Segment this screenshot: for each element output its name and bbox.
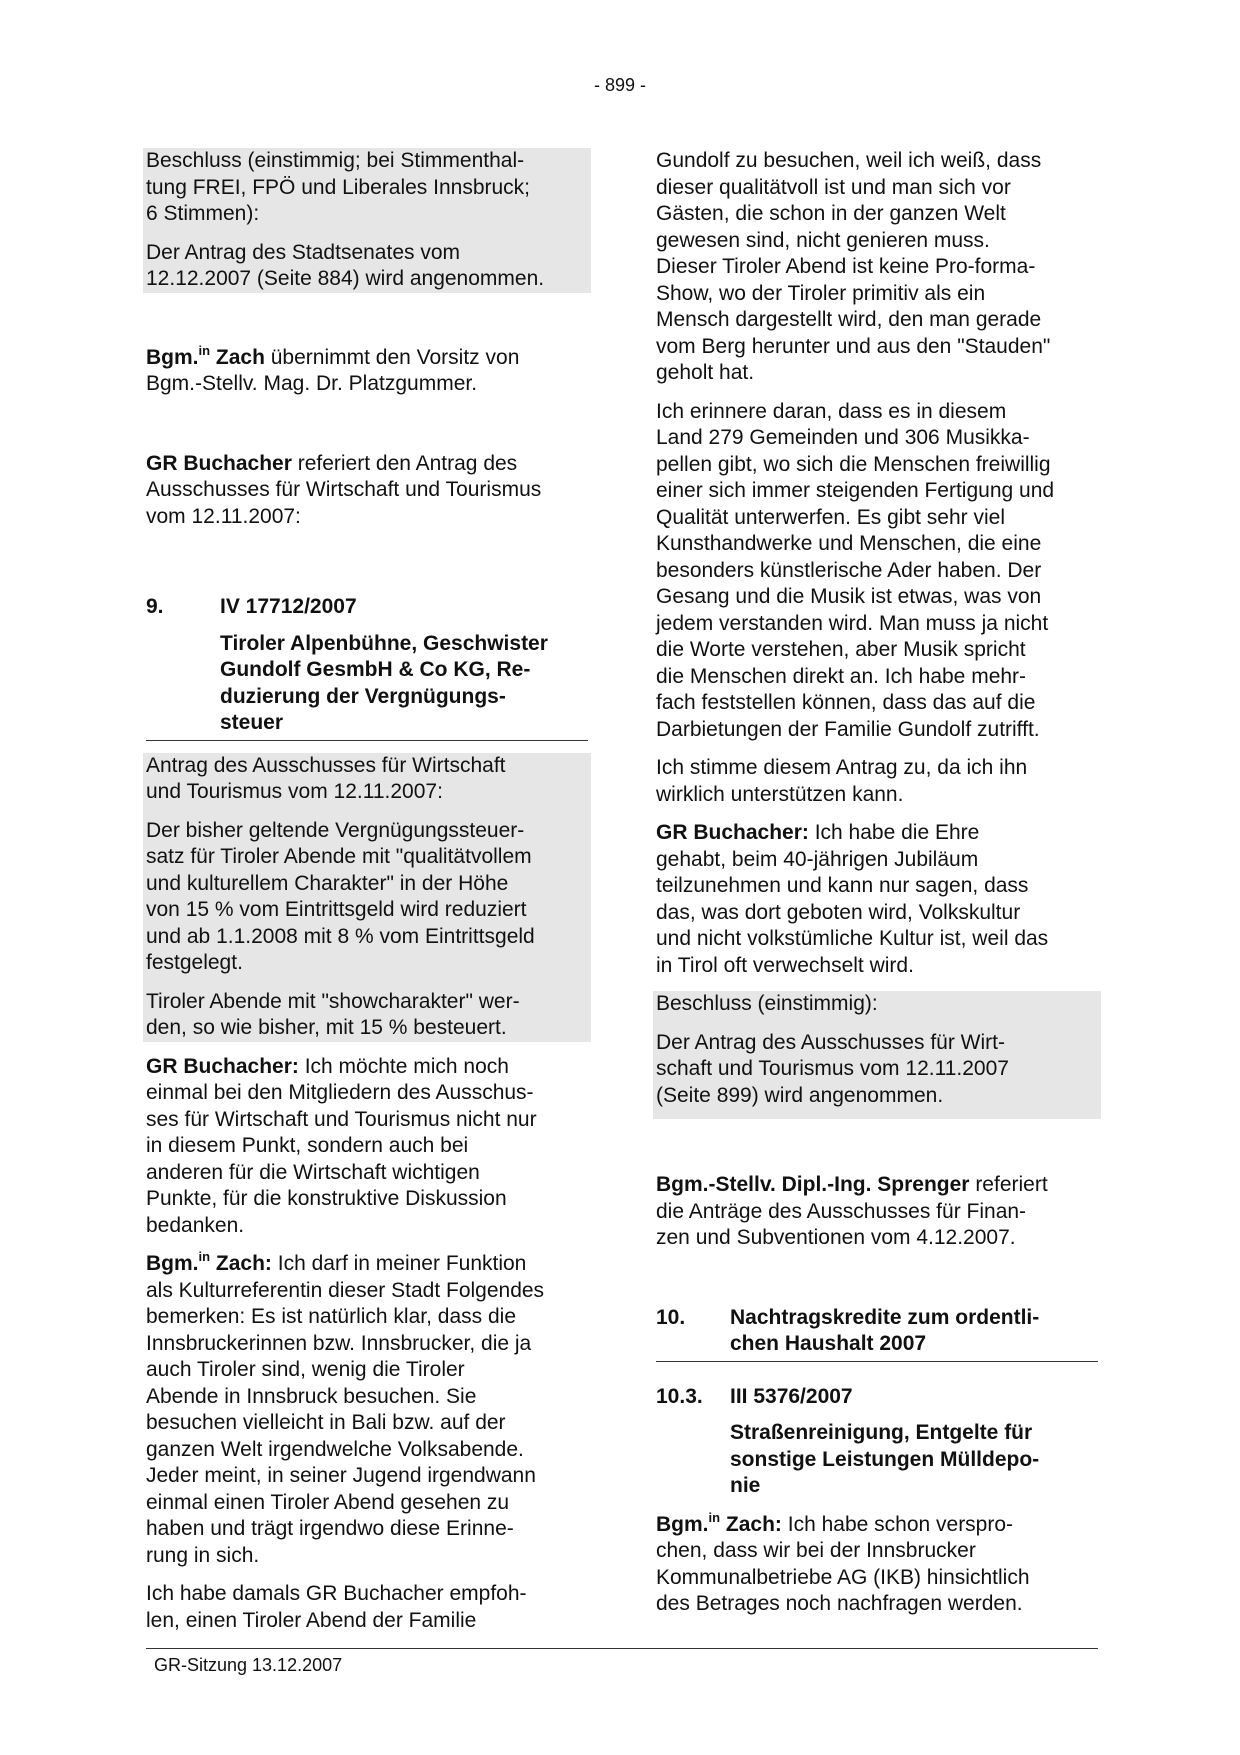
item-number: 9. xyxy=(146,595,164,618)
antrag-text: Der bisher geltende Vergnügungssteuer- satz für Tiroler Abende mit "qualitätvollem und kulturellem Charakter" in der Höhe von 15 % vom Eintrittsgeld wird reduziert und ab 1.1.2008 mit 8 % vom Eintrittsgeld festgelegt. xyxy=(146,818,535,974)
beschluss-heading-2: Beschluss (einstimmig): xyxy=(656,992,878,1015)
item-number: 10. xyxy=(656,1305,686,1329)
beschluss-text: Der Antrag des Stadtsenates vom 12.12.2007 (Seite 884) wird angenommen. xyxy=(146,240,545,290)
agenda-item-10-3 xyxy=(656,1384,1098,1500)
agenda-item-10 xyxy=(656,1305,1098,1358)
item-title: Nachtragskredite zum ordentli- chen Haushalt 2007 xyxy=(730,1305,1040,1355)
buchacher-speech: GR Buchacher: Ich möchte mich noch einmal bei den Mitgliedern des Ausschus- ses für Wirtschaft und Tourismus nicht nur in diesem Punkt, sondern auch bei anderen für die Wirtschaft wichtigen Punkte, für die konstruktive Diskussion bedanken. xyxy=(146,1054,537,1237)
agenda-item-9 xyxy=(146,594,588,737)
item-title: Tiroler Alpenbühne, Geschwister Gundolf GesmbH & Co KG, Re- duzierung der Vergnügungs- steuer xyxy=(220,631,548,734)
sprenger-referral: Bgm.-Stellv. Dipl.-Ing. Sprenger referiert die Anträge des Ausschusses für Finan- zen und Subventionen vom 4.12.2007. xyxy=(656,1173,1048,1249)
section-divider xyxy=(146,740,588,741)
buchacher-speech-2: GR Buchacher: Ich habe die Ehre gehabt, beim 40-jährigen Jubiläum teilzunehmen und kann nur sagen, dass das, was dort geboten wird, Volkskultur und nicht volkstümliche Kultur ist, weil das in Tirol oft verwechselt wird. xyxy=(656,821,1049,977)
right-column xyxy=(656,148,1098,1618)
zach-speech-3: Bgm.$^{in}$ Zach: Ich habe schon verspro- chen, dass wir bei der Innsbrucker Kommunalbetriebe AG (IKB) hinsichtlich des Betrages noch nachfragen werden. xyxy=(656,1509,1030,1615)
left-column xyxy=(146,148,588,1634)
antrag-text-2: Tiroler Abende mit "showcharakter" wer- den, so wie bisher, mit 15 % besteuert. xyxy=(146,989,520,1039)
zach-speech-cont-3: Ich stimme diesem Antrag zu, da ich ihn wirklich unterstützen kann. xyxy=(656,756,1028,806)
zach-speech-cont-2: Ich erinnere daran, dass es in diesem Land 279 Gemeinden und 306 Musikka- pellen gibt, wo sich die Menschen freiwillig einer sich immer steigenden Fertigung und Qualität unterwerfen. Es gibt sehr viel Kunsthandwerke und Menschen, die eine besonders künstlerische Ader haben. Der Gesang und die Musik ist etwas, was von jedem verstanden wird. Man muss ja nicht die Worte verstehen, aber Musik spricht die Menschen direkt an. Ich habe mehr- fach feststellen können, dass das auf die Darbietungen der Familie Gundolf zutrifft. xyxy=(656,399,1055,741)
antrag-box xyxy=(143,753,591,1042)
page-number: - 899 - xyxy=(593,75,647,95)
footer-text: GR-Sitzung 13.12.2007 xyxy=(154,1655,343,1675)
beschluss-text-2: Der Antrag des Ausschusses für Wirt- schaft und Tourismus vom 12.11.2007 (Seite 899) wird angenommen. xyxy=(656,1030,1009,1107)
footer-divider xyxy=(146,1648,1098,1649)
zach-chair-paragraph: Bgm.$^{in}$ Zach übernimmt den Vorsitz von Bgm.-Stellv. Mag. Dr. Platzgummer. xyxy=(146,342,520,395)
zach-speech-cont-1: Gundolf zu besuchen, weil ich weiß, dass dieser qualitätvoll ist und man sich vor Gästen, die schon in der ganzen Welt gewesen sind, nicht genieren muss. Dieser Tiroler Abend ist keine Pro-forma- Show, wo der Tiroler primitiv als ein Mensch dargestellt wird, den man gerade vom Berg herunter und aus den "Stauden" geholt hat. xyxy=(656,149,1051,384)
section-divider xyxy=(656,1361,1098,1362)
beschluss-heading: Beschluss (einstimmig; bei Stimmenthal- tung FREI, FPÖ und Liberales Innsbruck; 6 Stimmen): xyxy=(146,149,531,225)
zach-speech: Bgm.$^{in}$ Zach: Ich darf in meiner Funktion als Kulturreferentin dieser Stadt Folgendes bemerken: Es ist natürlich klar, dass die Innsbruckerinnen bzw. Innsbrucker, die ja auch Tiroler sind, wenig die Tiroler Abende in Innsbruck besuchen. Sie besuchen vielleicht in Bali bzw. auf der ganzen Welt irgendwelche Volksabende. Jeder meint, in seiner Jugend irgendwann einmal einen Tiroler Abend gesehen zu haben und trägt irgendwo diese Erinne- rung in sich. xyxy=(146,1249,545,1567)
beschluss-box-2 xyxy=(653,991,1101,1119)
zach-speech-continued: Ich habe damals GR Buchacher empfoh- len, einen Tiroler Abend der Familie xyxy=(146,1582,527,1632)
item-title: Straßenreinigung, Entgelte für sonstige Leistungen Mülldepo- nie xyxy=(730,1421,1040,1497)
beschluss-box xyxy=(143,148,591,293)
item-code: IV 17712/2007 xyxy=(220,595,357,618)
antrag-heading: Antrag des Ausschusses für Wirtschaft und Tourismus vom 12.11.2007: xyxy=(146,753,506,803)
buchacher-referral: GR Buchacher referiert den Antrag des Ausschusses für Wirtschaft und Tourismus vom 12.11.2007: xyxy=(146,451,542,528)
item-code: III 5376/2007 xyxy=(730,1384,853,1408)
item-number: 10.3. xyxy=(656,1384,703,1408)
